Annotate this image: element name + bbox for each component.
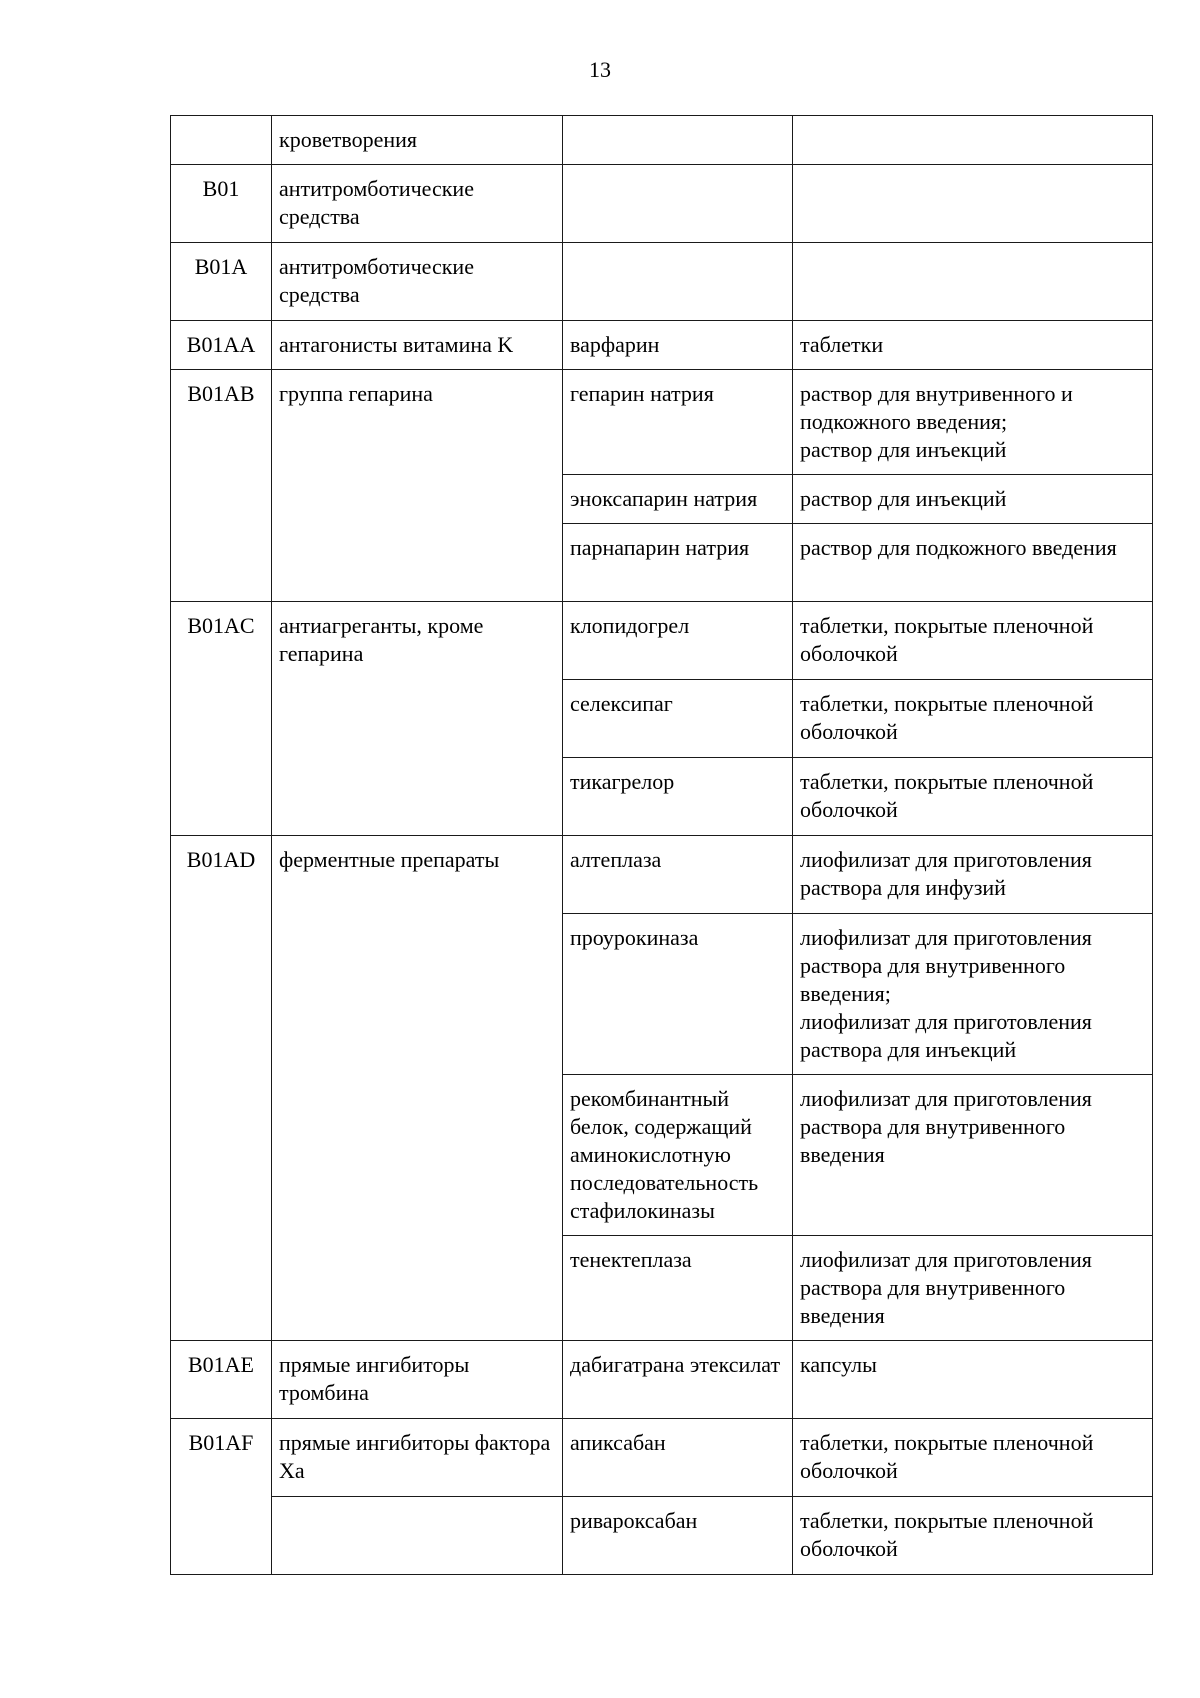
table-row (171, 602, 1153, 680)
group-name-cell: ферментные препараты (272, 836, 563, 1341)
dosage-form-cell: таблетки, покрытые пленочной оболочкой (793, 602, 1153, 680)
dosage-form-line: лиофилизат для приготовления раствора для внутривенного введения; (800, 925, 1092, 1006)
dosage-form-cell: раствор для инъекций (793, 475, 1153, 524)
dosage-form-cell: таблетки, покрытые пленочной оболочкой (793, 1419, 1153, 1497)
dosage-form-line: раствор для инъекций (800, 437, 1007, 462)
group-name-cell: антиагреганты, кроме гепарина (272, 602, 563, 836)
group-name-cell: антитромботические средства (272, 243, 563, 321)
dosage-form-cell (793, 116, 1153, 165)
dosage-form-cell (793, 914, 1153, 1075)
drug-name-cell: эноксапарин натрия (563, 475, 793, 524)
group-name-cell: антитромботические средства (272, 165, 563, 243)
drug-name-cell: селексипаг (563, 680, 793, 758)
drug-name-cell: дабигатрана этексилат (563, 1341, 793, 1419)
table-row (171, 836, 1153, 914)
drug-name-cell: алтеплаза (563, 836, 793, 914)
drug-name-cell: парнапарин натрия (563, 524, 793, 602)
group-name-cell: прямые ингибиторы тромбина (272, 1341, 563, 1419)
atc-code-cell: B01AB (171, 370, 272, 602)
drug-classification-table (170, 115, 1153, 1575)
atc-code-cell: B01AF (171, 1419, 272, 1575)
atc-code-cell: B01 (171, 165, 272, 243)
atc-code-cell: B01A (171, 243, 272, 321)
dosage-form-cell: лиофилизат для приготовления раствора для внутривенного введения (793, 1075, 1153, 1236)
group-name-cell: антагонисты витамина K (272, 321, 563, 370)
dosage-form-cell (793, 370, 1153, 475)
drug-name-cell (563, 243, 793, 321)
drug-name-cell: варфарин (563, 321, 793, 370)
dosage-form-cell: таблетки, покрытые пленочной оболочкой (793, 758, 1153, 836)
atc-code-cell: B01AD (171, 836, 272, 1341)
dosage-form-cell: лиофилизат для приготовления раствора для внутривенного введения (793, 1236, 1153, 1341)
dosage-form-cell: таблетки (793, 321, 1153, 370)
atc-code-cell: B01AE (171, 1341, 272, 1419)
atc-code-cell (171, 116, 272, 165)
table-row (171, 370, 1153, 475)
atc-code-cell: B01AA (171, 321, 272, 370)
drug-name-cell: проурокиназа (563, 914, 793, 1075)
dosage-form-cell: таблетки, покрытые пленочной оболочкой (793, 1497, 1153, 1575)
table-row (171, 165, 1153, 243)
dosage-form-cell: лиофилизат для приготовления раствора для инфузий (793, 836, 1153, 914)
table-row (171, 1341, 1153, 1419)
group-name-cell: группа гепарина (272, 370, 563, 602)
table-row (171, 1419, 1153, 1497)
dosage-form-cell: раствор для подкожного введения (793, 524, 1153, 602)
table-row (171, 116, 1153, 165)
atc-code-cell: B01AC (171, 602, 272, 836)
drug-name-cell: тикагрелор (563, 758, 793, 836)
group-name-cell: прямые ингибиторы фактора Xa (272, 1419, 563, 1497)
dosage-form-line: раствор для внутривенного и подкожного введения; (800, 381, 1073, 434)
drug-name-cell: гепарин натрия (563, 370, 793, 475)
dosage-form-cell (793, 243, 1153, 321)
table-row (171, 321, 1153, 370)
drug-name-cell (563, 116, 793, 165)
dosage-form-cell (793, 165, 1153, 243)
group-name-cell (272, 1497, 563, 1575)
page-number: 13 (589, 57, 611, 82)
drug-name-cell: тенектеплаза (563, 1236, 793, 1341)
drug-name-cell: клопидогрел (563, 602, 793, 680)
dosage-form-line: лиофилизат для приготовления раствора для инъекций (800, 1009, 1092, 1062)
dosage-form-cell: капсулы (793, 1341, 1153, 1419)
group-name-cell: кроветворения (272, 116, 563, 165)
drug-name-cell: апиксабан (563, 1419, 793, 1497)
table-row (171, 243, 1153, 321)
drug-name-cell: ривароксабан (563, 1497, 793, 1575)
drug-name-cell (563, 165, 793, 243)
drug-name-cell: рекомбинантный белок, содержащий аминокислотную последовательность стафилокиназы (563, 1075, 793, 1236)
table-row (171, 1497, 1153, 1575)
dosage-form-cell: таблетки, покрытые пленочной оболочкой (793, 680, 1153, 758)
